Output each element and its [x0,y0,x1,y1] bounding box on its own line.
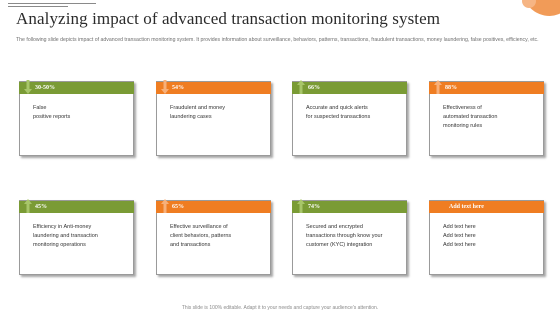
up-arrow-icon [24,199,32,213]
card-description-line: Effectiveness of [443,105,482,111]
card-description-line: False [33,105,47,111]
card-value: 65% [172,204,184,210]
card-description-line: Efficiency in Anti-money [33,224,92,230]
card-description [306,104,401,122]
card-description-line: transactions through know your [306,233,383,239]
up-arrow-icon [297,199,305,213]
card-description-line: monitoring rules [443,123,483,129]
card-description [33,104,128,122]
card-description-line: for suspected transactions [306,114,371,120]
impact-card [156,200,271,275]
slide-footer: This slide is 100% editable. Adapt it to your needs and capture your audience's attention. [181,305,379,311]
card-description-line: Add text here [443,242,476,248]
card-description-line: automated transaction [443,114,498,120]
impact-card [19,200,134,275]
card-header-bar [156,82,271,94]
card-description-line: Add text here [443,233,476,239]
slide-subtitle: The following slide depicts impact of advanced transaction monitoring system. It provides information about surveillance, behaviors, patterns, transactions, fraudulent transactions, money laundering, false positives, efficiency, etc. [16,37,539,43]
impact-card [292,81,407,156]
card-header-bar [292,82,407,94]
impact-card [429,200,544,275]
card-header-bar [292,201,407,213]
card-description [170,104,265,122]
card-description [443,223,538,250]
card-description-line: laundering and transaction [33,233,98,239]
card-description [33,223,128,250]
up-arrow-icon [297,80,305,94]
card-header-bar [19,201,134,213]
card-description-line: customer (KYC) integration [306,242,373,248]
slide-title: Analyzing impact of advanced transaction monitoring system [16,9,441,28]
impact-card [19,81,134,156]
card-description-line: Fraudulent and money [170,105,226,111]
card-description-line: monitoring operations [33,242,86,248]
card-description [170,223,265,250]
card-description-line: positive reports [33,114,71,120]
card-header-bar [156,201,271,213]
card-value: 88% [445,85,457,91]
up-arrow-icon [161,199,169,213]
card-value: Add text here [449,204,484,210]
card-value: 45% [35,204,47,210]
down-arrow-icon [161,80,169,94]
card-description [443,104,538,131]
card-description-line: Secured and encrypted [306,224,363,230]
card-description [306,223,401,250]
up-arrow-icon [434,80,442,94]
card-header-bar [19,82,134,94]
card-description-line: laundering cases [170,114,212,120]
card-header-bar [429,201,544,213]
impact-card [156,81,271,156]
card-header-bar [429,82,544,94]
card-description-line: Effective surveillance of [170,224,228,230]
card-value: 54% [172,85,184,91]
card-value: 74% [308,204,320,210]
impact-card [292,200,407,275]
card-description-line: Add text here [443,224,476,230]
card-description-line: and transactions [170,242,211,248]
card-value: 30-50% [35,85,55,91]
down-arrow-icon [24,80,32,94]
impact-card [429,81,544,156]
card-description-line: client behaviors, patterns [170,233,232,239]
card-description-line: Accurate and quick alerts [306,105,368,111]
card-value: 66% [308,85,320,91]
